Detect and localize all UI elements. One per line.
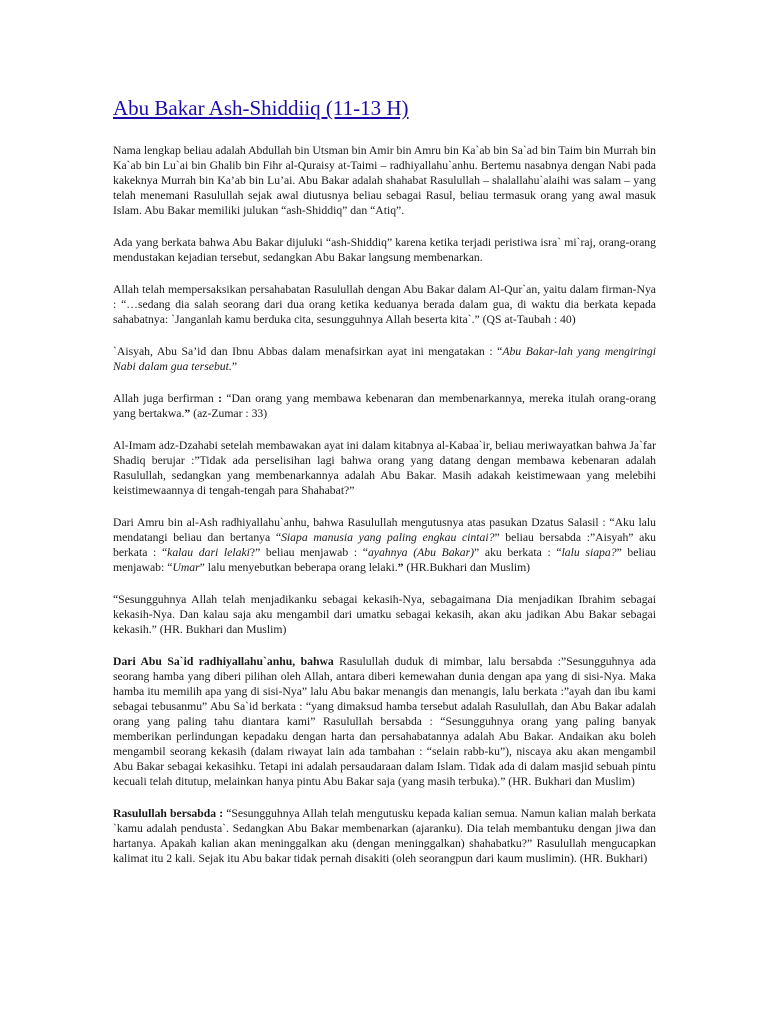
paragraph	[113, 438, 656, 498]
article-title[interactable]: Abu Bakar Ash-Shiddiiq (11-13 H)	[113, 96, 409, 120]
italic-text: Abu Bakar-lah yang mengiringi Nabi dalam gua tersebut.	[113, 345, 656, 373]
paragraph-text: “Dan orang yang membawa kebenaran dan membenarkannya, mereka itulah orang-orang yang bertakwa.	[113, 392, 656, 420]
paragraph-text: ” beliau menjawab: “	[113, 546, 656, 574]
paragraph-text: ” lalu menyebutkan beberapa orang lelaki.	[199, 561, 398, 574]
paragraph-text: “Sesungguhnya Allah telah menjadikanku sebagai kekasih-Nya, sebagaimana Dia menjadikan Ibrahim sebagai kekasih-Nya. Dan kalau saja aku mengambil dari umatku sebagai kekasih, akan aku jadikan Abu Bakar sebagai kekasih.” (HR. Bukhari dan Muslim)	[113, 593, 656, 636]
paragraph-text: Rasulullah duduk di mimbar, lalu bersabda :”Sesungguhnya ada seorang hamba yang diberi pilihan oleh Allah, antara diberi kemewahan dunia dengan apa yang di sisi-Nya. Maka hamba itu memilih apa yang di sisi-Nya” lalu Abu bakar menangis dan menangis, lalu berkata :”ayah dan ibu kami sebagai tebusanmu” Abu Sa`id berkata : “yang dimaksud hamba tersebut adalah Rasulullah, dan Abu Bakar adalah orang yang paling tahu diantara kami” Rasulullah bersabda : “Sesungguhnya orang yang paling banyak memberikan perlindungan kepadaku dengan harta dan persahabatannya adalah Abu Bakar. Andaikan aku boleh mengambil seorang kekasih (dalam riwayat lain ada tambahan : “selain rabb-ku”), niscaya aku akan mengambil Abu Bakar sebagai kekasihku. Tetapi ini adalah persaudaraan dalam Islam. Tidak ada di dalam masjid sebuah pintu kecuali telah ditutup, melainkan hanya pintu Abu Bakar saja (yang masih terbuka).” (HR. Bukhari dan Muslim)	[113, 655, 656, 788]
paragraph-text: (HR.Bukhari dan Muslim)	[403, 561, 531, 574]
paragraph-text: Al-Imam adz-Dzahabi setelah membawakan ayat ini dalam kitabnya al-Kabaa`ir, beliau meriwayatkan bahwa Ja`far Shadiq berujar :”Tidak ada perselisihan lagi bahwa orang yang datang dengan membawa kebenaran adalah Rasulullah, sedangkan yang membenarkannya adalah Abu Bakar. Masih adakah keistimewaan yang melebihi keistimewaannya di tengah-tengah para Shahabat?”	[113, 439, 656, 497]
paragraph-text: Nama lengkap beliau adalah Abdullah bin Utsman bin Amir bin Amru bin Ka`ab bin Sa`ad bin Taim bin Murrah bin Ka`ab bin Lu`ai bin Ghalib bin Fihr al-Quraisy at-Taimi – radhiyallahu`anhu. Bertemu nasabnya dengan Nabi pada kakeknya Murrah bin Ka’ab bin Lu’ai. Abu Bakar adalah shahabat Rasulullah – shalallahu`alaihi was salam – yang telah menemani Rasulullah sejak awal diutusnya beliau sebagai Rasul, beliau termasuk orang yang awal masuk Islam. Abu Bakar memiliki julukan “ash-Shiddiq” dan “Atiq”.	[113, 144, 656, 217]
italic-text: Siapa manusia yang paling engkau cintai?	[281, 531, 495, 544]
paragraph-text: ” beliau bersabda :”Aisyah” aku berkata : “	[113, 531, 657, 559]
paragraph	[113, 806, 656, 866]
article-body	[113, 143, 656, 866]
paragraph-text: (az-Zumar : 33)	[190, 407, 268, 420]
paragraph-text: Allah telah mempersaksikan persahabatan Rasulullah dengan Abu Bakar dalam Al-Qur`an, yaitu dalam firman-Nya : “…sedang dia salah seorang dari dua orang ketika keduanya berada dalam gua, di waktu dia berkata kepada sahabatnya: `Janganlah kamu berduka cita, sesungguhnya Allah beserta kita`.” (QS at-Taubah : 40)	[113, 283, 656, 326]
italic-text: ayahnya (Abu Bakar)	[367, 546, 475, 559]
bold-text: :	[218, 392, 222, 405]
italic-text: lalu siapa?	[561, 546, 617, 559]
paragraph-text: Ada yang berkata bahwa Abu Bakar dijuluki “ash-Shiddiq” karena ketika terjadi peristiwa isra` mi`raj, orang-orang mendustakan kejadian tersebut, sedangkan Abu Bakar langsung membenarkan.	[113, 236, 656, 264]
paragraph	[113, 282, 656, 327]
bold-text: ”	[397, 561, 404, 574]
paragraph	[113, 654, 656, 789]
paragraph-text: `Aisyah, Abu Sa’id dan Ibnu Abbas dalam menafsirkan ayat ini mengatakan : “	[113, 345, 503, 358]
paragraph	[113, 143, 656, 218]
paragraph-text: ”	[231, 360, 238, 373]
paragraph	[113, 344, 656, 374]
paragraph-text: ” aku berkata : “	[474, 546, 562, 559]
paragraph	[113, 592, 656, 637]
italic-text: kalau dari lelaki	[167, 546, 250, 559]
paragraph-text: Allah juga berfirman	[113, 392, 219, 405]
bold-text: Dari Abu Sa`id radhiyallahu`anhu, bahwa	[113, 655, 334, 668]
paragraph	[113, 391, 656, 421]
paragraph-text: Dari Amru bin al-Ash radhiyallahu`anhu, bahwa Rasulullah mengutusnya atas pasukan Dzatus Salasil : “Aku lalu mendatangi beliau dan bertanya “	[113, 516, 656, 544]
document-page	[113, 96, 656, 883]
paragraph	[113, 515, 656, 575]
bold-text: ”	[184, 407, 191, 420]
paragraph-text: “Sesungguhnya Allah telah mengutusku kepada kalian semua. Namun kalian malah berkata `kamu adalah pendusta`. Sedangkan Abu Bakar membenarkan (ajaranku). Dia telah membantuku dengan jiwa dan hartanya. Apakah kalian akan meninggalkan aku (dengan meninggalkan) shahabatku?” Rasulullah mengucapkan kalimat itu 2 kali. Sejak itu Abu bakar tidak pernah disakiti (oleh seorangpun dari kaum muslimin). (HR. Bukhari)	[113, 807, 656, 865]
italic-text: Umar	[172, 561, 200, 574]
paragraph-text: ?” beliau menjawab : “	[249, 546, 368, 559]
paragraph	[113, 235, 656, 265]
bold-text: Rasulullah bersabda :	[113, 807, 224, 820]
